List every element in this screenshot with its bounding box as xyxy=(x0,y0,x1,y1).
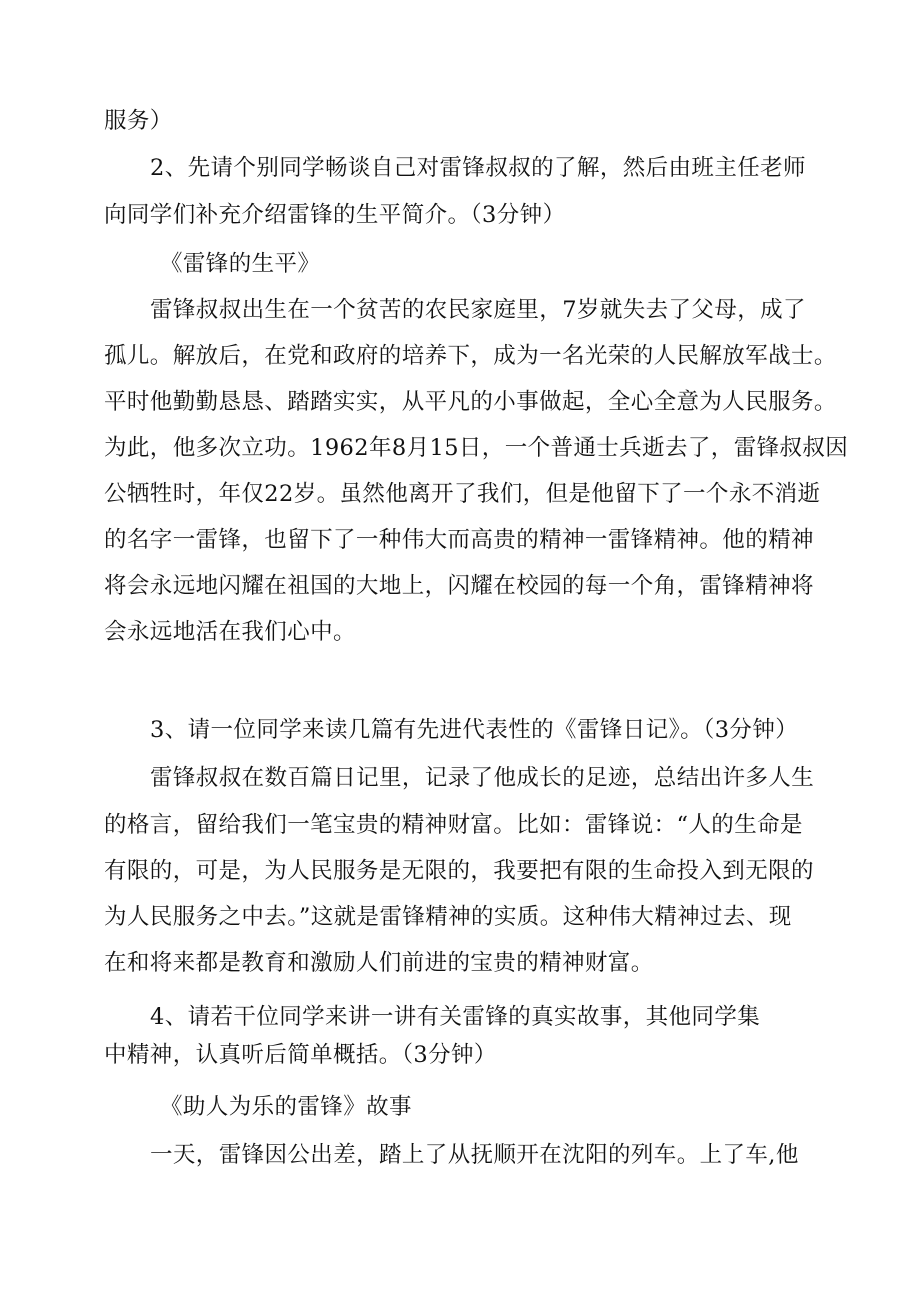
paragraph-life-line-5: 公牺牲时，年仅22岁。虽然他离开了我们，但是他留下了一个永不消逝 xyxy=(104,481,821,507)
item-2-heading-line-2: 向同学们补充介绍雷锋的生平简介。（3分钟） xyxy=(104,202,566,228)
paragraph-life-line-6: 的名字一雷锋，也留下了一种伟大而高贵的精神一雷锋精神。他的精神 xyxy=(104,527,814,553)
paragraph-life-line-2: 孤儿。解放后，在党和政府的培养下，成为一名光荣的人民解放军战士。 xyxy=(104,343,837,369)
paragraph-diary-line-1: 雷锋叔叔在数百篇日记里，记录了他成长的足迹，总结出许多人生 xyxy=(150,765,815,791)
paragraph-life-line-3: 平时他勤勤恳恳、踏踏实实，从平凡的小事做起，全心全意为人民服务。 xyxy=(104,389,837,415)
paragraph-diary-line-3: 有限的，可是，为人民服务是无限的，我要把有限的生命投入到无限的 xyxy=(104,858,814,884)
paragraph-diary-line-5: 在和将来都是教育和激励人们前进的宝贵的精神财富。 xyxy=(104,950,654,976)
item-2-heading-line-1: 2、先请个别同学畅谈自己对雷锋叔叔的了解，然后由班主任老师 xyxy=(150,155,806,181)
text-line-1: 服务） xyxy=(104,108,173,134)
paragraph-life-line-8: 会永远地活在我们心中。 xyxy=(104,619,356,645)
item-4-heading-line-1: 4、请若干位同学来讲一讲有关雷锋的真实故事，其他同学集 xyxy=(150,1004,761,1030)
section-title-lei-feng-life: 《雷锋的生平》 xyxy=(160,251,321,277)
paragraph-diary-line-4: 为人民服务之中去。”这就是雷锋精神的实质。这种伟大精神过去、现 xyxy=(104,904,792,930)
paragraph-life-line-4: 为此，他多次立功。1962年8月15日，一个普通士兵逝去了，雷锋叔叔因 xyxy=(104,435,849,461)
paragraph-story-line-1: 一天，雷锋因公出差，踏上了从抚顺开在沈阳的列车。上了车,他 xyxy=(150,1142,799,1168)
item-3-heading: 3、请一位同学来读几篇有先进代表性的《雷锋日记》。（3分钟） xyxy=(150,717,799,743)
paragraph-life-line-1: 雷锋叔叔出生在一个贫苦的农民家庭里，7岁就失去了父母，成了 xyxy=(150,297,806,323)
paragraph-diary-line-2: 的格言，留给我们一笔宝贵的精神财富。比如：雷锋说：“人的生命是 xyxy=(104,812,803,838)
section-title-story: 《助人为乐的雷锋》故事 xyxy=(160,1094,412,1120)
paragraph-life-line-7: 将会永远地闪耀在祖国的大地上，闪耀在校园的每一个角，雷锋精神将 xyxy=(104,573,814,599)
item-4-heading-line-2: 中精神，认真听后简单概括。（3分钟） xyxy=(104,1042,497,1068)
